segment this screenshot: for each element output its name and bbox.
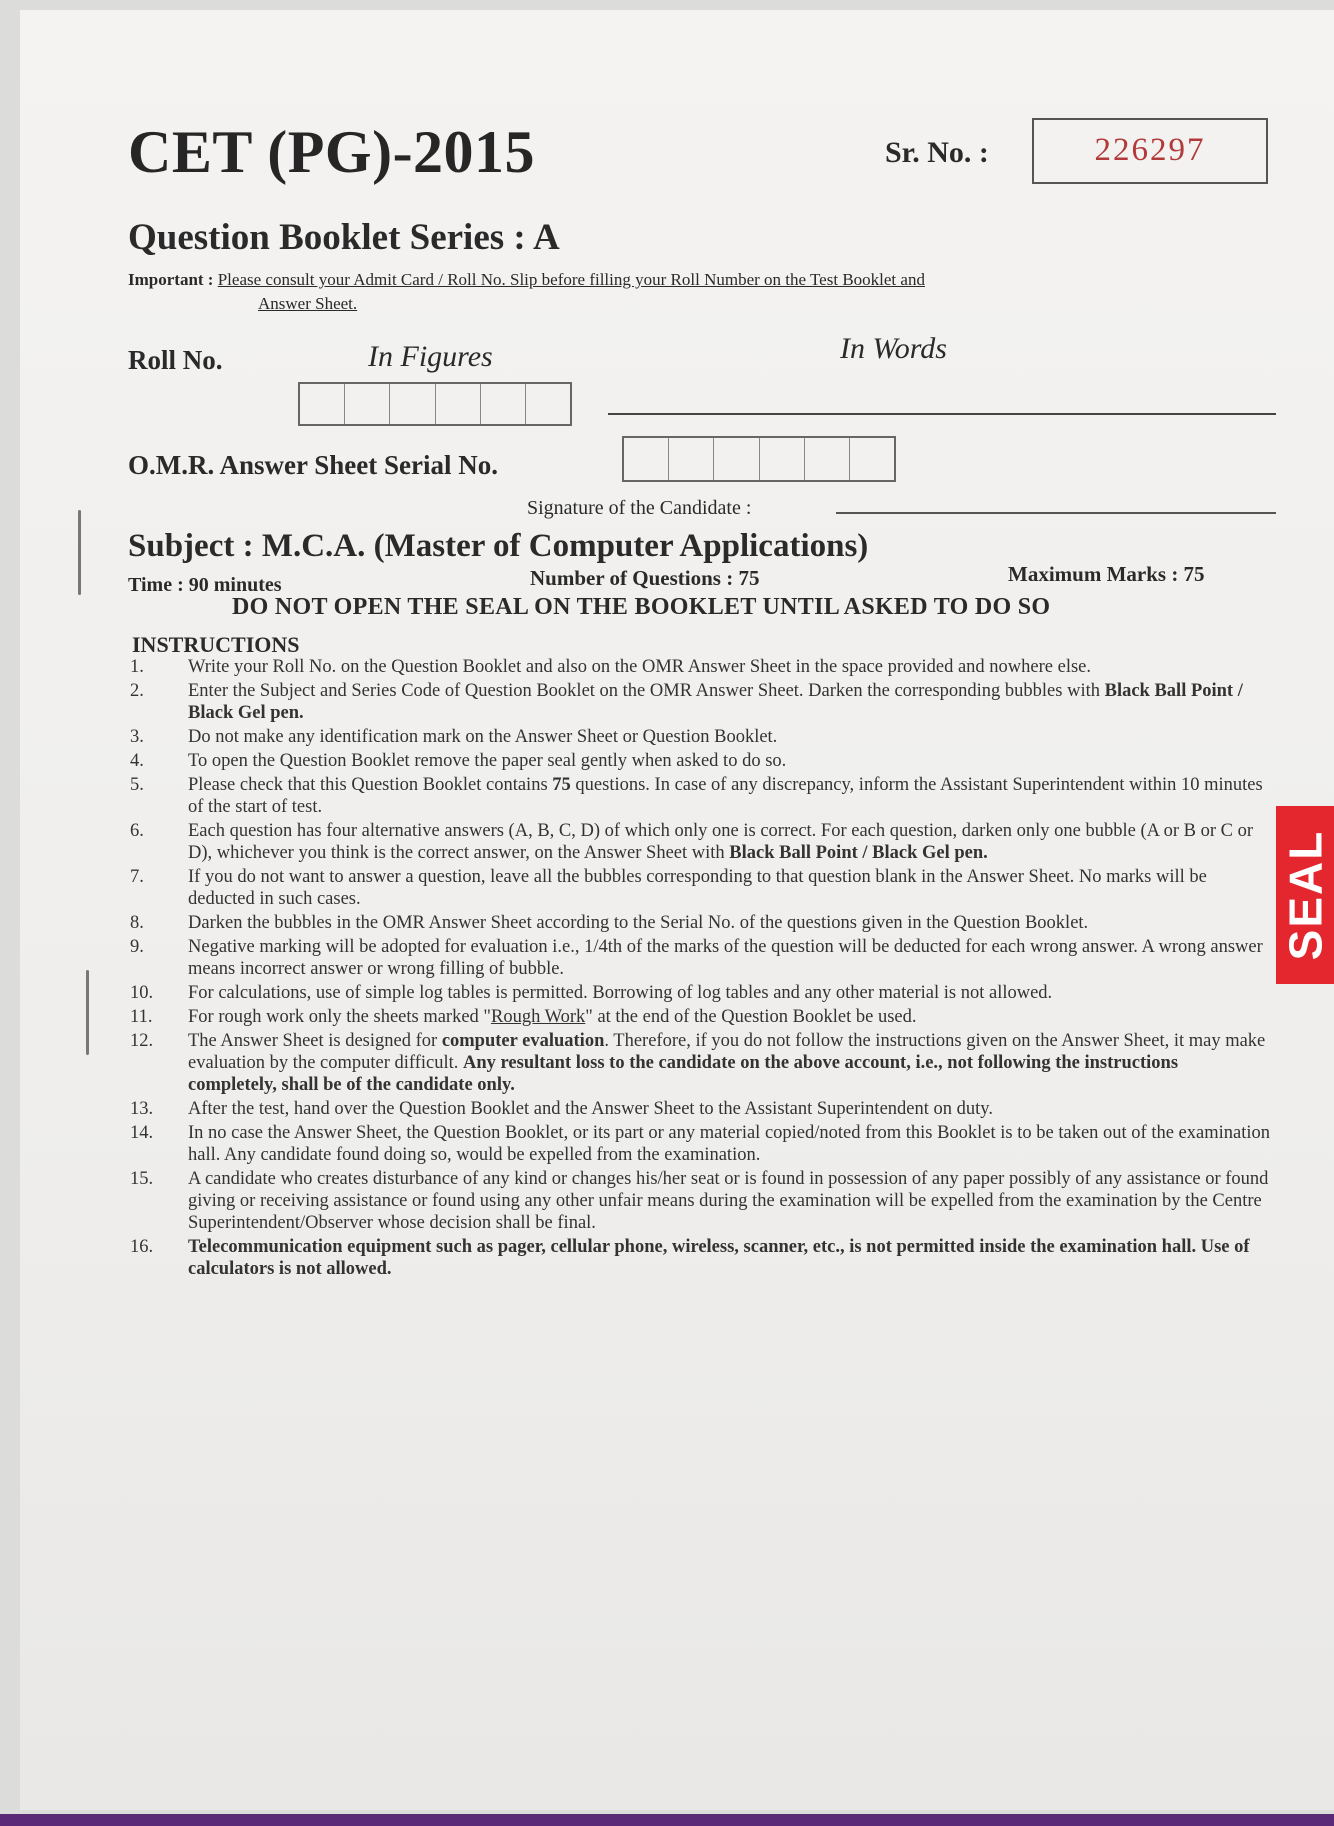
instruction-text: Please check that this Question Booklet contains [188,775,553,795]
serial-number-label: Sr. No. : [885,136,989,169]
instruction-text: Do not make any identification mark on the Answer Sheet or Question Booklet. [188,727,778,747]
instruction-text: Any resultant loss to the candidate on the above account, i.e., not following the instructions completely, shall be of the candidate only. [188,1053,1179,1095]
digit-box[interactable] [805,438,850,480]
instruction-text: questions. In case of any discrepancy, inform the Assistant Superintendent within 10 minutes of the start of test. [188,775,1263,817]
instruction-item [128,656,1270,678]
in-figures-label: In Figures [368,340,493,373]
instruction-number: 1. [130,657,144,677]
digit-box[interactable] [624,438,669,480]
digit-box[interactable] [526,384,570,424]
digit-box[interactable] [300,384,345,424]
instruction-text: Enter the Subject and Series Code of Question Booklet on the OMR Answer Sheet. Darken the corresponding bubbles with [188,681,1105,701]
maximum-marks: Maximum Marks : 75 [1008,562,1205,586]
instruction-text: " at the end of the Question Booklet be used. [585,1007,917,1027]
instruction-text: Darken the bubbles in the OMR Answer Sheet according to the Serial No. of the questions given in the Question Booklet. [188,913,1089,933]
digit-box[interactable] [345,384,390,424]
digit-box[interactable] [760,438,805,480]
seal-label: SEAL [1279,829,1331,961]
instruction-item [128,774,1270,818]
in-words-label: In Words [840,332,947,365]
instruction-item [128,1030,1270,1096]
instruction-number: 11. [130,1007,153,1027]
instruction-number: 14. [130,1123,154,1143]
digit-box[interactable] [436,384,481,424]
instruction-item [128,936,1270,980]
instruction-number: 8. [130,913,144,933]
exam-title: CET (PG)-2015 [128,119,536,185]
instruction-text: For calculations, use of simple log tables is permitted. Borrowing of log tables and any other material is not allowed. [188,983,1053,1003]
instruction-number: 5. [130,775,144,795]
instruction-text: For rough work only the sheets marked " [188,1007,491,1027]
instruction-text: If you do not want to answer a question, leave all the bubbles corresponding to that question blank in the Answer Sheet. No marks will be deducted in such cases. [188,867,1207,909]
digit-box[interactable] [850,438,894,480]
important-label: Important : [128,270,214,289]
instruction-item [128,750,1270,772]
number-of-questions: Number of Questions : 75 [530,566,760,590]
signature-label: Signature of the Candidate : [527,497,752,519]
instruction-text: After the test, hand over the Question Booklet and the Answer Sheet to the Assistant Superintendent on duty. [188,1099,993,1119]
digit-box[interactable] [714,438,759,480]
important-text-continued: Answer Sheet. [258,294,358,313]
instruction-number: 10. [130,983,154,1003]
instruction-number: 9. [130,937,144,957]
instruction-number: 4. [130,751,144,771]
instruction-number: 7. [130,867,144,887]
instruction-number: 6. [130,821,144,841]
instruction-text: The Answer Sheet is designed for [188,1031,442,1051]
digit-box[interactable] [390,384,435,424]
instruction-text: Rough Work [490,1007,586,1027]
instruction-number: 2. [130,681,144,701]
instruction-text: Telecommunication equipment such as pager, cellular phone, wireless, scanner, etc., is not permitted inside the examination hall. Use of calculators is not allowed. [188,1237,1250,1279]
instruction-item [128,1006,1270,1028]
instruction-item [128,912,1270,934]
binding-mark-top [78,510,81,595]
signature-line[interactable] [836,512,1276,514]
important-note [128,268,1268,316]
binding-mark-bottom [86,970,89,1055]
important-text: Please consult your Admit Card / Roll No. Slip before filling your Roll Number on the Test Booklet and [217,270,925,289]
exam-time: Time : 90 minutes [128,574,282,596]
instruction-item [128,1098,1270,1120]
serial-number-value: 226297 [1032,118,1268,184]
roll-number-label: Roll No. [128,345,223,375]
instruction-text: Black Ball Point / Black Gel pen. [188,681,1243,723]
instruction-item [128,680,1270,724]
instruction-text: computer evaluation [441,1031,605,1051]
roll-number-figure-boxes[interactable] [298,382,572,426]
instruction-item [128,820,1270,864]
instruction-number: 13. [130,1099,154,1119]
subject-title: Subject : M.C.A. (Master of Computer Applications) [128,528,869,564]
roll-number-words-line[interactable] [608,413,1276,415]
seal-sticker [1276,806,1334,984]
instruction-text: Each question has four alternative answers (A, B, C, D) of which only one is correct. For each question, darken only one bubble (A or B or C or D), whichever you think is the correct answer, on the Answer Sheet with [188,821,1254,863]
instruction-text: In no case the Answer Sheet, the Question Booklet, or its part or any material copied/noted from this Booklet is to be taken out of the examination hall. Any candidate found doing so, would be expelled from the examination. [188,1123,1270,1165]
instruction-text: 75 [552,775,571,795]
instruction-number: 12. [130,1031,154,1051]
instruction-number: 16. [130,1237,154,1257]
instruction-text: Black Ball Point / Black Gel pen. [729,843,988,863]
instruction-number: 15. [130,1169,154,1189]
instruction-item [128,1168,1270,1234]
instruction-item [128,866,1270,910]
digit-box[interactable] [669,438,714,480]
instructions-heading: INSTRUCTIONS [132,632,300,657]
instruction-item [128,1122,1270,1166]
instruction-text: . Therefore, if you do not follow the instructions given on the Answer Sheet, it may make evaluation by the computer difficult. [188,1031,1266,1073]
instruction-text: Negative marking will be adopted for evaluation i.e., 1/4th of the marks of the question will be deducted for each wrong answer. A wrong answer means incorrect answer or wrong filling of bubble. [188,937,1263,979]
seal-warning: DO NOT OPEN THE SEAL ON THE BOOKLET UNTIL ASKED TO DO SO [232,594,1051,620]
instruction-text: A candidate who creates disturbance of any kind or changes his/her seat or is found in possession of any paper possibly of any assistance or found giving or receiving assistance or found using any other unfair means during the examination will be expelled from the examination by the Centre Superintendent/Observer whose decision shall be final. [188,1169,1269,1233]
instruction-item [128,982,1270,1004]
omr-serial-boxes[interactable] [622,436,896,482]
digit-box[interactable] [481,384,526,424]
instructions-list [128,656,1270,1282]
instruction-text: Write your Roll No. on the Question Booklet and also on the OMR Answer Sheet in the space provided and nowhere else. [188,657,1092,677]
booklet-series: Question Booklet Series : A [128,217,560,258]
instruction-text: To open the Question Booklet remove the paper seal gently when asked to do so. [188,751,787,771]
instruction-item [128,726,1270,748]
instruction-number: 3. [130,727,144,747]
bottom-edge-strip [0,1814,1334,1826]
instruction-item [128,1236,1270,1280]
omr-serial-label: O.M.R. Answer Sheet Serial No. [128,450,498,480]
